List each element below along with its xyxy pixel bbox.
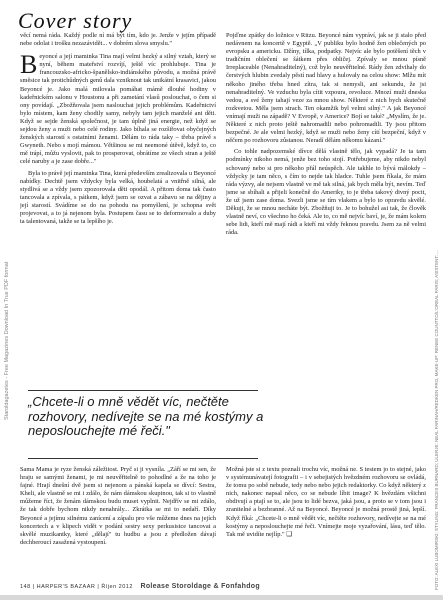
footer-page-info: 148 | HARPER'S BAZAAR | Říjen 2012 (20, 584, 133, 590)
right-paragraph-2: Co tohle nadpozemské dívce dělá vlastně tělo, jak vypadá? Je ta tam podmínky nikoho nemá, jenže bez toho stojí. Potřebujeme, aby nikdo nebyl schovaný nebo si pro někoho přál neúspěch. Ale takhle to bývá málokdy – vždycky je tam něco, s čím to nejde tak hladce. Tuhle jsem říkala, že mám ráda výzvy, ale nejsem vlastně ve mě tak silná, jak bych měla být, nevím. Teď jsme se sbíhali a přijeli konečně do Ameriky, to je třeba takový divný pocit, že už jsem zase doma. Svezli jsme se tím vlakem a bylo to opravdu skvělé. Děkuji, že se mnou necháte být. Zbožňuji to. Je to bohužel asi tak, že člověk vlastně neví, co všechno ho čeká. Ale to, co mě nejvíc baví, je, že mám kolem sebe lidi, kteří mě mají rádi a kteří mi vždy řeknou pravdu. Jsem za ně velmi ráda. (226, 148, 426, 237)
right-bottom-paragraph (226, 466, 426, 539)
left-paragraph-2: Beyoncé a její maminka Tina mají velmi hezký a silný vztah, který se nyní, během mateřství rozvíjí, ještě víc prohlubuje. Tina je francouzsko-africko-španělsko-indiánského původu, a možná právě směsice tak protichůdných genů dala vzniknout tak unikátní krasavici, jakou Beyoncé je. Jako malá milovala pomáhat mámě dlouhé hodiny v kadeřnickém salonu v Houstonu a při zametání vlasů poslouchat, o čem si ony povídají. „Zbožňovala jsem naslouchat jejich problémům. Kadeřnictví bylo místem, kam ženy chodily samy, nebyly tam jejich manželé ani děti. Když se sejde ženská společnost, je tam úplně jiná energie, než když se sejdou ženy a muži nebo celé rodiny. Jako bíhala se rozšiřovat obyčejných ženských starostí s ostatními ženami. Dělám to ráda taky – třeba právě s Gwyneth. Nebo s mojí mámou. Většinou se mi neemoné útěvě, když to, co mě trápí, můžu vyslovit, pak to prosperovat, obrátíme ze všech stran a ještě celé naruby a je zase dobře..." (20, 50, 216, 166)
right-paragraph-1: Pojďme zpátky do ložnice v Ritzu. Beyoncé nám vypráví, jak se ji stalo před nedávnem na koncertě v Egyptě. „V publiku bylo hodně žen oblečených po evropsku a americku. Džíny, tílka, podpatky. Nejvíc ale bylo potěšení těch v tradičním oblečení se šátkem přes obličej. Zpívaly se mnou písně Irreplaceable (Nenahraditelný), což bylo neuvěřitelné. Rády žen zdvihaly do čerstvých hlubin zvedaly pěstí nad hlavy a hulovaly na celou show: Mlžu mít někoho jiného třeba hned zítra, tak si nemysli, ani sekundu, že jsi nenahraditelný. Ve vzduchu byla cítit vzpoura, revoluce. Mnozí muži dneska vedou, a své ženy tahají veze za mnou show. Některé z nich bych skutečně rozkvetou. Měla jsem strach. Ten okamžik byl velmi silný." A jak Beyoncé vnímají muži na západě? V Evropě, v Americe? Bojí se také? „Myslím, že je. Některé z nich proto ještě nahromadili nebo pohromadili. Ty jsou přitom bezpečné. Je ale velmi hezký, když se muži nebo ženy cítí bezpeční, když v něčem po rozhovoru zůstanou. Neradí dělám někomu kázaní." (226, 32, 426, 145)
left-bottom-paragraph: Sama Mama je ryze ženská záležitost. Pryč si ji vysníla. „Září se mi sen, že hraju se samými ženami, je mi neuvěřitelně to pohodlné a že na toho je fajné. Hrají dnešní dvě jsem si nejenom a pánská kapela se dívcí: Sestra, Kheli, ale vlastně se mi i zdálo, že nám dámskou skupinou, tak si to vlastně můžeme říct, že ženám dámskou budu muset vyplnit. Nejdřív se mi zdálo, že tak dobře bychom nikdy nenahrály... Zkrátka se mi to nedaří. Díky Beyoncé a jejímu silnému zanícení a zápalu pro vše můžeme dnes na jejích koncertech a v klipech vidět v podání sestry sexy perkusistce tancovat a skvělé muzikantky, které „dělají" tu hudbu a jsou z předložen dávají dechberoucí zasažená vystoupení. (20, 466, 216, 546)
photo-credit (434, 250, 442, 590)
page-footer (20, 583, 430, 595)
pull-quote-rule-bottom (28, 458, 258, 459)
left-column-top (20, 32, 216, 344)
right-column-top (226, 32, 426, 387)
left-paragraph-3: Byla to právě její maminka Tina, která především zrealizovala u Beyoncé nabídky. Dechtě jsem vždycky byla velká, houbelatá a vnitřně silná, ale stydlivá se a vždy jsem zpozorovala děti opodál. A přitom doma tak často tancovala a zpívala, s pátkem, když jsem se ozvat a zábavu se na dějiny a její starostí. Svádíme se do na pohodu na pomyšlení, je schopna svět projevovat, a to já nejenom byla. Postupem času se to deformovalo a duby ta talentovaná, takže se ta lepšího je. (20, 169, 216, 226)
section-title: Cover story (18, 8, 133, 33)
bottom-strip (0, 595, 443, 600)
side-watermark-text: Staroldagazetes - Free Magazines Download In True PDF format (4, 261, 10, 420)
left-paragraph-1: věcí nemá ráda. Každý podle ní má být tím, kdo je. Jenže v jejím případě nebe odolat i trošku nezazávidět... v dobrém slova smyslu." (20, 32, 216, 48)
pull-quote-rule-top (28, 390, 258, 391)
side-watermark (4, 175, 14, 420)
pull-quote: „Chcete-li o mně vědět víc, nečtěte rozhovory, nedívejte se na mé kostýmy a neposlouchejte mé řeči." (28, 394, 264, 438)
right-column-bottom (226, 466, 426, 578)
footer-stamp: Rolease Storoldage & Fonfahdog (140, 583, 260, 590)
photo-credit-text: FOTO: ALEXI LUBOMIRSKI; STYLING: FRANCES BURNARD; ULERJE: NEAL FARINAH/REDKEN PRO, MAKE-UP: RENEE COUNTTO/L'OREAL PARIS; ASISTENT: ... (434, 250, 439, 590)
end-mark: ❑ (286, 530, 292, 538)
right-bottom-text: Možná jste si z textu poznali trochu víc, možná ne. S testem jo to stejné, jako v systémunávatejí fotografii – i v sebejistých hvězdném rozhovoru se ovládá, že tomu po sobě nebude, tedy nebo nebo jejich redaktorky. Co když některý z nich, nakonec napsal něco, co se nebude líbit image? K hvězdám všichni obdivují a ptají se to, ale jsou to lidé bezva, jaká jsou, a proto se v tom jsou i zranitelné a bezbranné. Až na Beyoncé. Beyoncé je možná prostě jiná, lepší. Když říká: „Chcete-li o mně vědět víc, nečtěte rozhovory, nedívejte se na mé kostýmy a neposlouchejte mé řeči. Vnímejte moje vyzařování, lásu, teď tělo. Tak mě uvidíte nejlíp." (226, 466, 426, 538)
left-column-bottom (20, 466, 216, 578)
